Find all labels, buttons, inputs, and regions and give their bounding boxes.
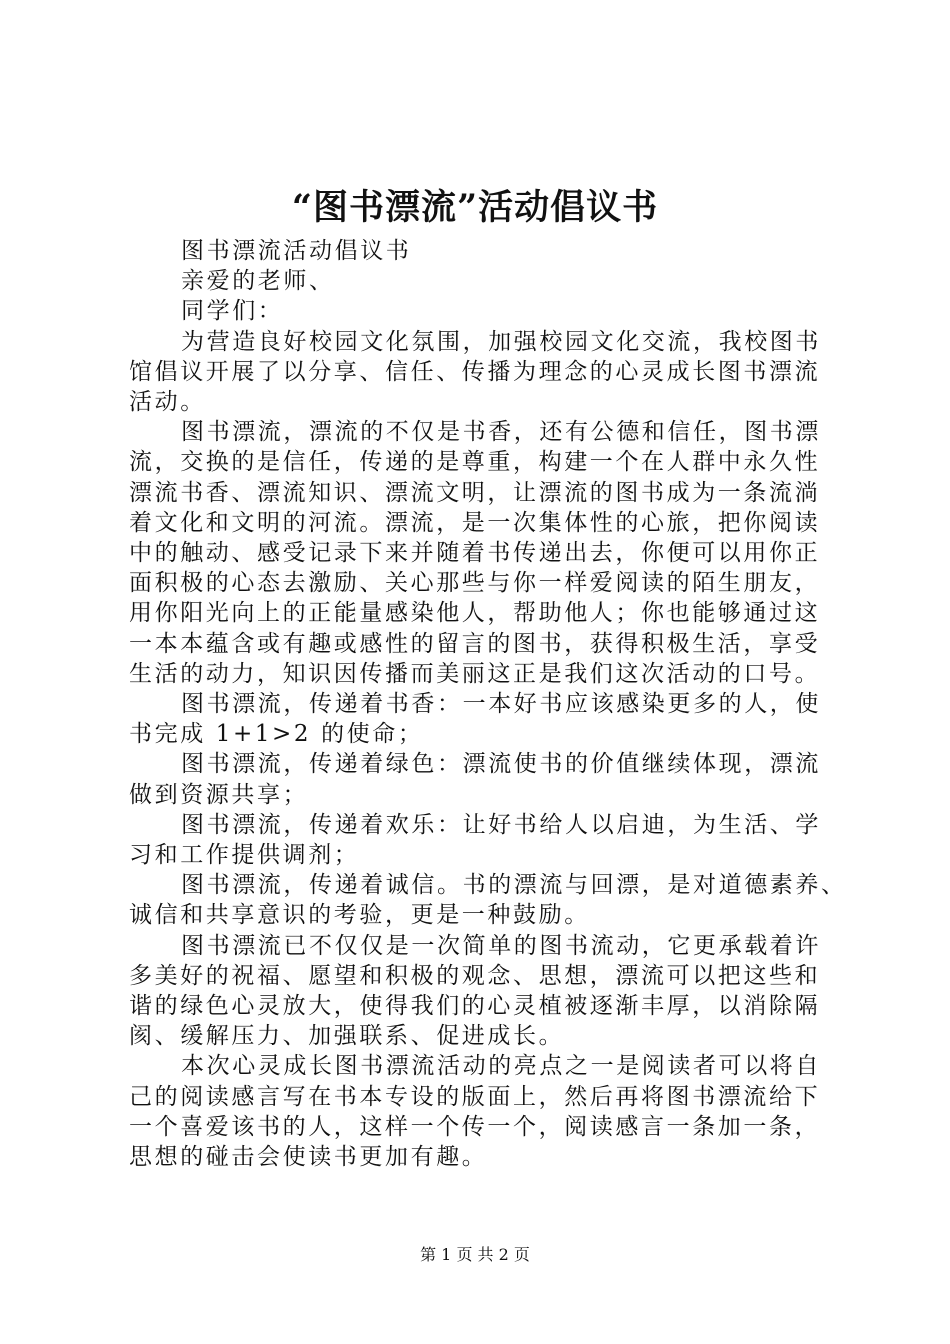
body-line: 阂、缓解压力、加强联系、促进成长。: [129, 1023, 565, 1050]
document-body: [129, 236, 847, 1172]
body-line: 图书漂流活动倡议书: [181, 238, 412, 264]
body-line: 用你阳光向上的正能量感染他人，帮助他人；你也能够通过这: [129, 600, 821, 627]
body-line: 馆倡议开展了以分享、信任、传播为理念的心灵成长图书漂流: [129, 358, 821, 385]
body-line: 亲爱的老师、: [181, 268, 335, 295]
body-line: 同学们：: [181, 298, 284, 325]
body-line: 图书漂流，传递着欢乐：让好书给人以启迪，为生活、学: [181, 811, 821, 838]
body-line: 多美好的祝福、愿望和积极的观念、思想，漂流可以把这些和: [129, 962, 821, 989]
body-line: 本次心灵成长图书漂流活动的亮点之一是阅读者可以将自: [181, 1053, 821, 1080]
body-line: 诚信和共享意识的考验，更是一种鼓励。: [129, 902, 590, 929]
body-line: 漂流书香、漂流知识、漂流文明，让漂流的图书成为一条流淌: [129, 479, 821, 506]
body-line: 活动。: [129, 389, 206, 416]
body-line: 做到资源共享；: [129, 781, 309, 808]
body-line: 书完成 1+1>2 的使命；: [129, 721, 424, 748]
body-line: 图书漂流，漂流的不仅是书香，还有公德和信任，图书漂: [181, 419, 821, 446]
body-line: 己的阅读感言写在书本专设的版面上，然后再将图书漂流给下: [129, 1083, 821, 1110]
body-line: 图书漂流，传递着书香：一本好书应该感染更多的人，使: [181, 691, 821, 718]
body-line: 生活的动力，知识因传播而美丽这正是我们这次活动的口号。: [129, 660, 821, 687]
body-line: 为营造良好校园文化氛围，加强校园文化交流，我校图书: [181, 328, 821, 355]
body-line: 图书漂流，传递着诚信。书的漂流与回漂，是对道德素养、: [181, 872, 847, 899]
page-footer: 第 1 页 共 2 页: [420, 1245, 530, 1264]
body-line: 面积极的心态去激励、关心那些与你一样爱阅读的陌生朋友，: [129, 570, 821, 597]
body-line: 谐的绿色心灵放大，使得我们的心灵植被逐渐丰厚，以消除隔: [129, 993, 821, 1020]
body-line: 一个喜爱该书的人，这样一个传一个，阅读感言一条加一条，: [129, 1113, 821, 1140]
body-line: 图书漂流，传递着绿色：漂流使书的价值继续体现，漂流: [181, 751, 821, 778]
body-line: 流，交换的是信任，传递的是尊重，构建一个在人群中永久性: [129, 449, 821, 476]
body-line: 一本本蕴含或有趣或感性的留言的图书，获得积极生活，享受: [129, 630, 821, 657]
body-line: 中的触动、感受记录下来并随着书传递出去，你便可以用你正: [129, 540, 821, 567]
body-line: 图书漂流已不仅仅是一次简单的图书流动，它更承载着许: [181, 932, 821, 959]
document-title: “图书漂流”活动倡议书: [291, 187, 659, 228]
body-line: 思想的碰击会使读书更加有趣。: [129, 1144, 488, 1171]
body-line: 习和工作提供调剂；: [129, 842, 360, 869]
body-line: 着文化和文明的河流。漂流，是一次集体性的心旅，把你阅读: [129, 509, 821, 536]
